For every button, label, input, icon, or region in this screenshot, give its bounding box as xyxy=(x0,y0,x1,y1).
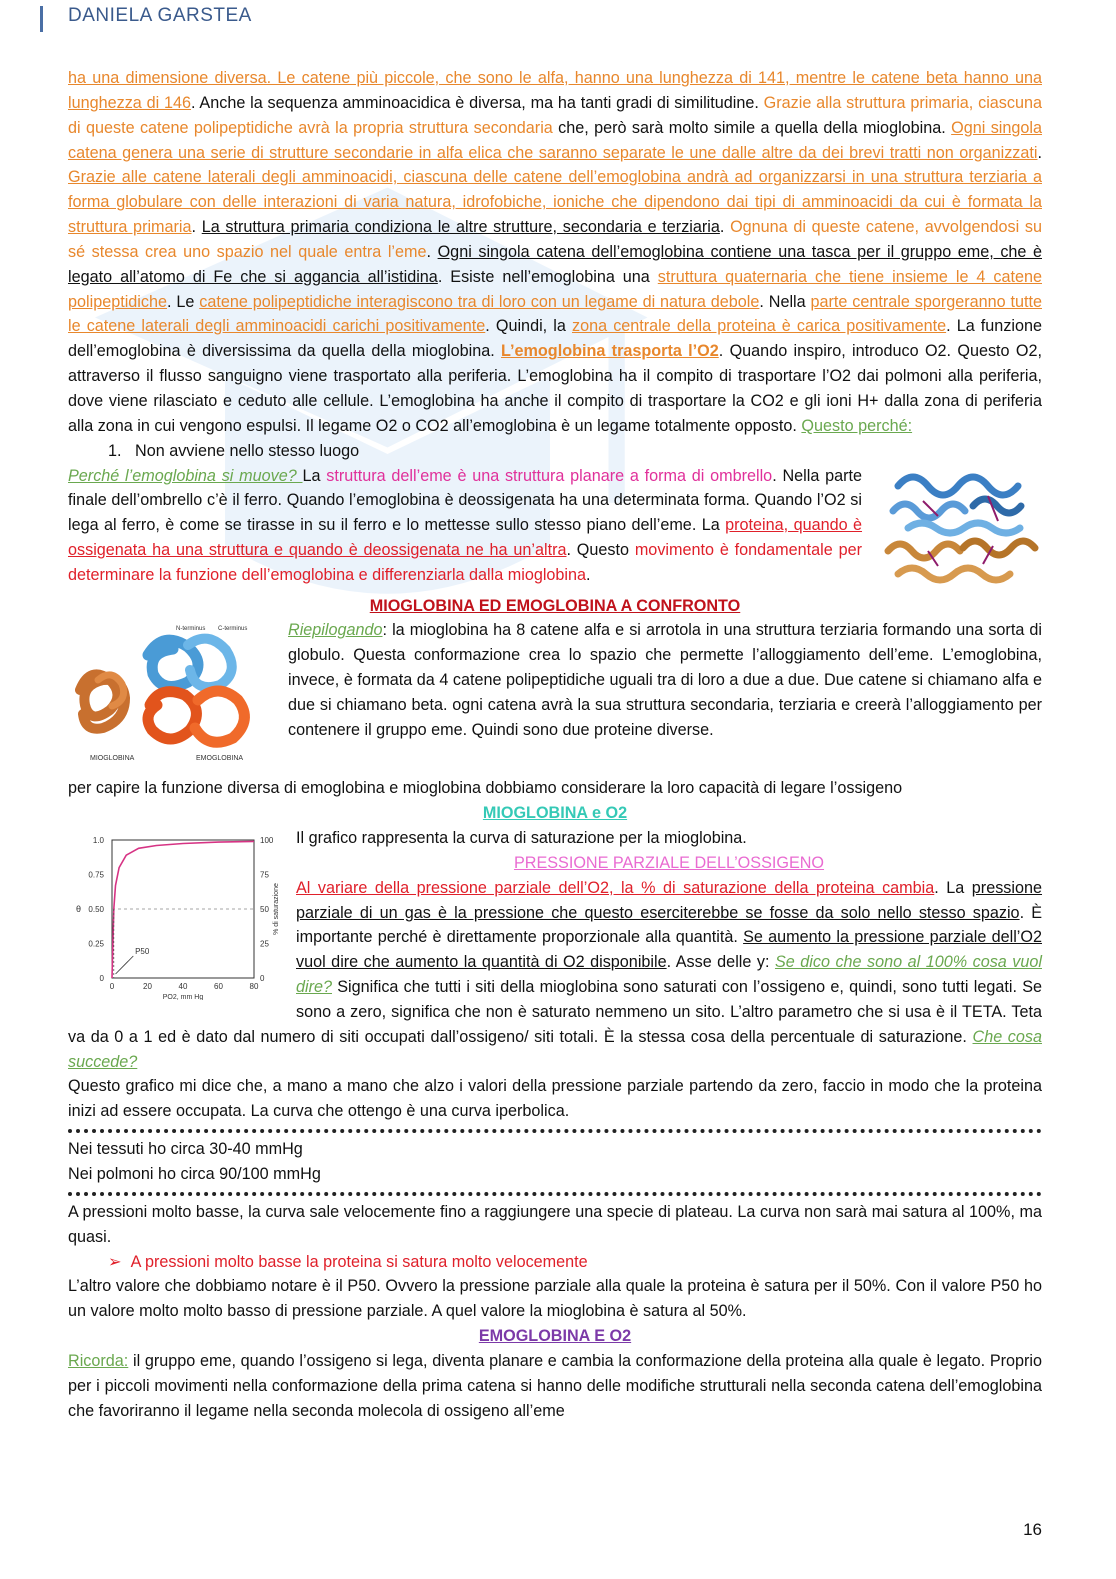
text-span: Questo perché: xyxy=(801,416,913,435)
text-span: . Asse delle y: xyxy=(666,953,775,972)
text-span: . Anche la sequenza amminoacidica è diversa, ma ha tanti gradi di similitudine. xyxy=(191,93,764,112)
p50-annotation: P50 xyxy=(135,947,150,957)
y-tick-label-left: 1.0 xyxy=(92,836,104,846)
y-tick-label-right: 75 xyxy=(260,870,269,880)
numbered-item xyxy=(68,439,1042,464)
text-span: ha una dimensione diversa. Le catene più piccole, che sono le alfa, hanno una lunghezza di 141, mentre le catene beta hanno una lunghezza di 146 xyxy=(68,69,1042,112)
text-span: . xyxy=(1037,143,1042,162)
text-span: . Nella xyxy=(759,292,811,311)
divider-dotted xyxy=(68,1192,1042,1196)
x-tick-label: 80 xyxy=(249,982,259,992)
list-text: Non avviene nello stesso luogo xyxy=(135,441,360,460)
y-tick-label-left: 0.25 xyxy=(88,939,104,949)
text-span: L’emoglobina trasporta l’O2 xyxy=(501,342,719,361)
y-tick-label-right: 25 xyxy=(260,939,269,949)
y-tick-label-right: 50 xyxy=(260,905,269,915)
text-span: . Questo xyxy=(566,541,635,560)
text-span: Significa che tutti i siti della mioglobina sono saturati con l’ossigeno e, quindi, sono tutti legati. Se sono a zero, significa che non è saturato nemmeno un sito. L’altro parametro che si usa è il TETA. Teta va da 0 a 1 ed è dato dal numero di siti occupati dall’ossigeno/ siti totali. È la stessa cosa della percentuale di saturazione. xyxy=(68,978,1042,1046)
y-axis-label-right: % di saturazione xyxy=(273,883,280,935)
text-span: catene polipeptidiche interagiscono tra di loro con un legame di natura debole xyxy=(199,292,760,311)
text-span: pressione parziale di un gas è la pressione che questo eserciterebbe se fosse da solo nello stesso spazio xyxy=(296,878,1042,922)
paragraph-hemoglobin-structure xyxy=(68,66,1042,439)
text-span: Grazie alle catene laterali degli amminoacidi, ciascuna delle catene dell’emoglobina andrà ad organizzarsi in una struttura terziaria a forma globulare con delle interazioni di varia natura, idrofobiche, ioniche che dipendono dai tipi di amminoacidi da cui è formata la struttura primaria xyxy=(68,168,1042,237)
text-span: proteina, quando è ossigenata ha una struttura e quando è deossigenata ne ha un’altra xyxy=(68,516,863,560)
y-tick-label-right: 0 xyxy=(260,974,265,984)
text-span: il gruppo eme, quando l’ossigeno si lega, diventa planare e cambia la conformazione della proteina alla quale è legato. Proprio per i piccoli movimenti nella conformazione della prima catena si hanno delle modifiche strutturali nella seconda catena dell’emoglobina che favoriranno il legame nella seconda molecola di ossigeno all’eme xyxy=(68,1351,1042,1420)
text-span: Che cosa succede? xyxy=(68,1027,1042,1071)
text-span: struttura quaternaria che tiene insieme le 4 catene polipeptidiche xyxy=(68,267,1042,311)
label-mioglobina: MIOGLOBINA xyxy=(90,755,135,763)
text-span: Se aumento la pressione parziale dell’O2 vuol dire che aumento la quantità di O2 disponibile xyxy=(296,928,1042,972)
y-tick-label-left: 0.50 xyxy=(88,905,104,915)
text-span: . È importante perché è direttamente proporzionale alla quantità. xyxy=(296,903,1043,947)
page-number: 16 xyxy=(1023,1520,1042,1539)
text-span: Grazie alla struttura primaria, ciascuna di queste catene polipeptidiche avrà la propria struttura secondaria xyxy=(68,93,1042,137)
myoglobin-hemoglobin-image xyxy=(68,620,274,772)
text-span: . xyxy=(191,218,202,237)
box-line-tissues: Nei tessuti ho circa 30-40 mmHg xyxy=(68,1140,303,1159)
text-span: . Le xyxy=(167,292,200,311)
text-span: zona centrale della proteina è carica positivamente xyxy=(571,317,947,336)
text-span: . xyxy=(586,565,591,584)
saturation-curve xyxy=(112,841,254,978)
paragraph-low-pressure: A pressioni molto basse, la curva sale velocemente fino a raggiungere una specie di plateau. La curva non sarà mai satura al 100%, ma quasi. xyxy=(68,1202,1042,1246)
text-span: parte centrale sporgeranno tutte le catene laterali degli amminoacidi carichi positivamente xyxy=(68,292,1042,336)
text-span: Ogni singola catena genera una serie di strutture secondarie in alfa elica che saranno separate le une dalle altre da dei brevi tratti non organizzati xyxy=(68,118,1043,162)
x-tick-label: 0 xyxy=(109,982,115,992)
text-span: . xyxy=(426,242,438,261)
paragraph-remember xyxy=(68,1349,1042,1424)
text-span: Al variare della pressione parziale dell’O2, la % di saturazione della proteina cambia xyxy=(296,878,935,897)
text-span: Ognuna di queste catene, avvolgendosi su sé stessa crea uno spazio nel quale entra l’eme xyxy=(68,218,1042,261)
hemoglobin-ribbon-image xyxy=(878,466,1042,590)
text-span: Ricorda: xyxy=(68,1351,129,1370)
label-n-terminus: N-terminus xyxy=(176,626,206,633)
bullet-text: A pressioni molto basse la proteina si satura molto velocemente xyxy=(130,1252,588,1271)
saturation-curve-chart xyxy=(68,828,282,1000)
text-span: Riepilogando xyxy=(288,621,383,640)
text-span: La struttura primaria condiziona le altre strutture, secondaria e terziaria xyxy=(201,218,720,237)
text-span: . Nella parte finale dell’ombrello c’è il ferro. Quando l’emoglobina è deossigenata ha una determinata forma. Quando l’O2 si lega al ferro, è come se tirasse in su il ferro e lo mettesse sullo stesso piano dell’eme. La xyxy=(68,466,862,535)
y-tick-label-left: 0 xyxy=(99,974,104,984)
text-span: . Esiste nell’emoglobina una xyxy=(437,267,658,286)
text-span: struttura dell’eme è una struttura planare a forma di ombrello xyxy=(326,466,773,485)
bullet-item xyxy=(68,1250,1042,1275)
heading-comparison: MIOGLOBINA ED EMOGLOBINA A CONFRONTO xyxy=(369,596,741,615)
y-tick-label-left: 0.75 xyxy=(88,870,104,880)
text-span: movimento è fondamentale per determinare la funzione dell’emoglobina e differenziarla dalla mioglobina xyxy=(68,541,862,584)
text-span: . xyxy=(719,218,731,237)
text-span: Ogni singola catena dell’emoglobina contiene una tasca per il gruppo eme, che è legato all’atomo di Fe che si aggancia all’istidina xyxy=(68,242,1042,286)
paragraph-graph-meaning: Questo grafico mi dice che, a mano a mano che alzo i valori della pressione parziale partendo da zero, faccio in modo che la proteina inizi ad essere occupata. La curva che ottengo è una curva iperbolica. xyxy=(68,1077,1042,1121)
y-axis-label-left: θ xyxy=(76,904,82,915)
box-line-lungs: Nei polmoni ho circa 90/100 mmHg xyxy=(68,1165,321,1183)
header-accent-bar xyxy=(40,6,43,32)
text-span: che, però sarà molto simile a quella della mioglobina. xyxy=(552,118,952,137)
text-span: . Quando inspiro, introduco O2. Questo O2, attraverso il flusso sanguigno viene trasportato alla periferia. L’emoglobina ha il compito di trasportare l’O2 dai polmoni alla periferia, dove viene rilasciato e ceduto alle cellule. L’emoglobina ha anche il compito di trasportare la CO2 e gli ioni H+ dalla zona di periferia alla zona in cui vengono espulsi. Il legame O2 o CO2 all’emoglobina è un legame totalmente opposto. xyxy=(68,342,1042,435)
divider-dotted xyxy=(68,1129,1042,1133)
p50-arrow xyxy=(116,956,134,974)
text-span: La xyxy=(302,466,327,485)
label-c-terminus: C-terminus xyxy=(218,626,248,633)
x-tick-label: 40 xyxy=(178,982,188,992)
list-number: 1. xyxy=(108,441,122,460)
x-tick-label: 20 xyxy=(143,982,152,992)
text-span: . La xyxy=(934,878,972,897)
y-tick-label-right: 100 xyxy=(260,836,274,846)
heading-emoglobina-o2: EMOGLOBINA E O2 xyxy=(478,1327,632,1346)
paragraph-p50: L’altro valore che dobbiamo notare è il P50. Ovvero la pressione parziale alla quale la proteina è satura per il 50%. Con il valore P50 ho un valore molto molto basso di pressione parziale. A quel valore la mioglobina è satura al 50%. xyxy=(68,1277,1042,1321)
text-span: Perché l’emoglobina si muove? xyxy=(68,466,303,485)
arrow-bullet-icon: ➢ xyxy=(108,1252,122,1271)
text-span: Se dico che sono al 100% cosa vuol dire? xyxy=(296,953,1042,997)
header-author: DANIELA GARSTEA xyxy=(68,5,252,26)
text-span: . La funzione dell’emoglobina è diversissima da quella della mioglobina. xyxy=(68,317,1043,361)
heading-partial-pressure: PRESSIONE PARZIALE DELL’OSSIGENO xyxy=(513,853,825,872)
text-span: : la mioglobina ha 8 catene alfa e si arrotola in una struttura terziaria formando una sorta di globulo. Questa conformazione crea lo spazio che permette l’alloggiamento dell’eme. L’emoglobina, invece, è formata da 4 catene polipeptidiche uguali tra di loro a due a due. Due catene si chiamano alfa e due si chiamano beta. ogni catena avrà la sua struttura secondaria, terziaria e creerà l’alloggiamento per contenere il gruppo eme. Quindi sono due proteine diverse. xyxy=(288,621,1042,739)
page-content xyxy=(68,66,1042,1423)
label-emoglobina: EMOGLOBINA xyxy=(196,755,244,763)
text-span: . Quindi, la xyxy=(485,317,572,336)
paragraph-function-intro: per capire la funzione diversa di emoglobina e mioglobina dobbiamo considerare la loro capacità di legare l’ossigeno xyxy=(68,779,903,798)
x-axis-label: PO2, mm Hg xyxy=(162,994,204,1001)
heading-mioglobina-o2: MIOGLOBINA e O2 xyxy=(482,804,628,823)
paragraph-chart-caption: Il grafico rappresenta la curva di saturazione per la mioglobina. xyxy=(296,829,747,848)
x-tick-label: 60 xyxy=(214,982,223,992)
